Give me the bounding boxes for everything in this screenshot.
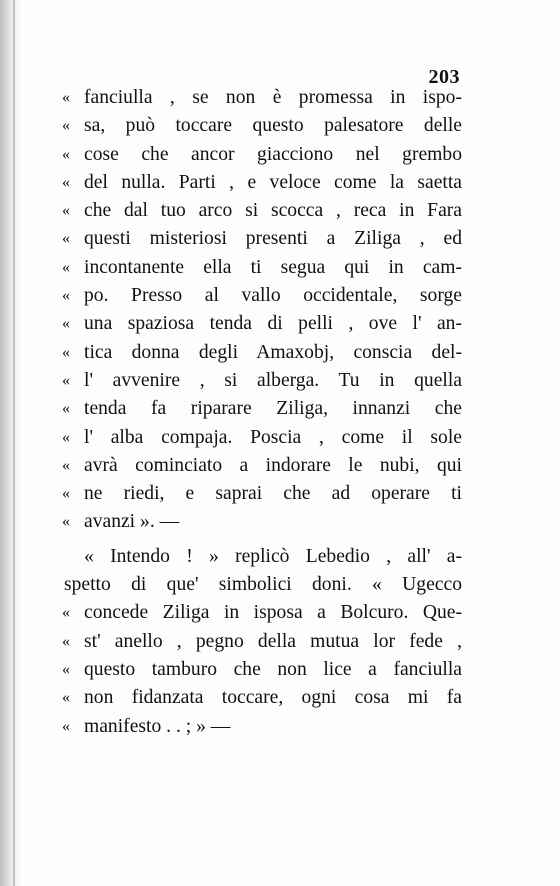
quote-mark: « — [62, 343, 69, 361]
text-line — [62, 367, 462, 395]
quote-mark: « — [62, 315, 69, 333]
quote-mark: « — [62, 400, 69, 418]
line-text: avrà cominciato a indorare le nubi, qui — [84, 454, 462, 476]
line-text: non fidanzata toccare, ogni cosa mi fa — [84, 687, 462, 709]
line-text: manifesto . . ; » — — [84, 715, 231, 737]
quote-mark: « — [62, 287, 69, 305]
quote-mark: « — [62, 173, 69, 191]
body-text — [62, 84, 462, 741]
line-text: concede Ziliga in isposa a Bolcuro. Que- — [84, 602, 462, 624]
line-text: del nulla. Parti , e veloce come la saetta — [84, 171, 462, 193]
quote-mark: « — [62, 258, 69, 276]
text-line — [62, 339, 462, 367]
text-line — [62, 112, 462, 140]
text-line — [62, 628, 462, 656]
line-text: fanciulla , se non è promessa in ispo- — [84, 87, 462, 108]
quote-mark: « — [62, 89, 69, 106]
text-line — [62, 684, 462, 712]
text-line — [62, 424, 462, 452]
quote-mark: « — [62, 604, 69, 622]
quote-mark: « — [62, 230, 69, 248]
text-line — [62, 169, 462, 197]
quote-mark: « — [62, 513, 69, 531]
line-text: sa, può toccare questo palesatore delle — [84, 115, 462, 137]
quote-mark: « — [62, 145, 69, 163]
line-text: incontanente ella ti segua qui in cam- — [84, 256, 462, 278]
text-line — [62, 543, 462, 571]
text-line — [62, 452, 462, 480]
quote-mark: « — [62, 717, 69, 735]
line-text: questo tamburo che non lice a fanciulla — [84, 658, 462, 680]
quote-mark: « — [62, 660, 69, 678]
quote-mark: « — [62, 202, 69, 220]
line-text: avanzi ». — — [84, 511, 180, 533]
text-line — [62, 84, 462, 112]
line-text: l' avvenire , si alberga. Tu in quella — [84, 369, 462, 391]
text-line — [62, 225, 462, 253]
text-line — [62, 508, 462, 536]
line-text: ne riedi, e saprai che ad operare ti — [84, 483, 462, 505]
line-text: po. Presso al vallo occidentale, sorge — [84, 285, 462, 307]
line-text: st' anello , pegno della mutua lor fede , — [84, 630, 462, 652]
quote-mark: « — [62, 485, 69, 503]
text-line — [62, 599, 462, 627]
quote-mark: « — [62, 117, 69, 135]
quote-mark: « — [62, 632, 69, 650]
line-text: spetto di que' simbolici doni. « Ugecco — [64, 574, 462, 596]
line-text: tica donna degli Amaxobj, conscia del- — [84, 341, 462, 363]
text-line — [62, 571, 462, 599]
line-text: che dal tuo arco si scocca , reca in Fara — [84, 200, 462, 222]
line-text: tenda fa riparare Ziliga, innanzi che — [84, 398, 462, 420]
text-line — [62, 282, 462, 310]
quote-mark: « — [62, 456, 69, 474]
line-text: l' alba compaja. Poscia , come il sole — [84, 426, 462, 448]
text-line — [62, 656, 462, 684]
text-line — [62, 197, 462, 225]
quote-mark: « — [62, 371, 69, 389]
line-text: questi misteriosi presenti a Ziliga , ed — [84, 228, 462, 250]
quote-mark: « — [62, 689, 69, 707]
text-line — [62, 310, 462, 338]
text-line — [62, 254, 462, 282]
line-text: una spaziosa tenda di pelli , ove l' an- — [84, 313, 462, 335]
text-line — [62, 141, 462, 169]
line-text: cose che ancor giacciono nel grembo — [84, 143, 462, 165]
text-line — [62, 713, 462, 741]
text-line — [62, 480, 462, 508]
text-line — [62, 395, 462, 423]
quote-mark: « — [62, 428, 69, 446]
page-number: 203 — [428, 66, 460, 88]
page-gutter-line — [13, 0, 15, 886]
line-text: « Intendo ! » replicò Lebedio , all' a- — [84, 545, 462, 567]
page-binding-edge — [0, 0, 22, 886]
